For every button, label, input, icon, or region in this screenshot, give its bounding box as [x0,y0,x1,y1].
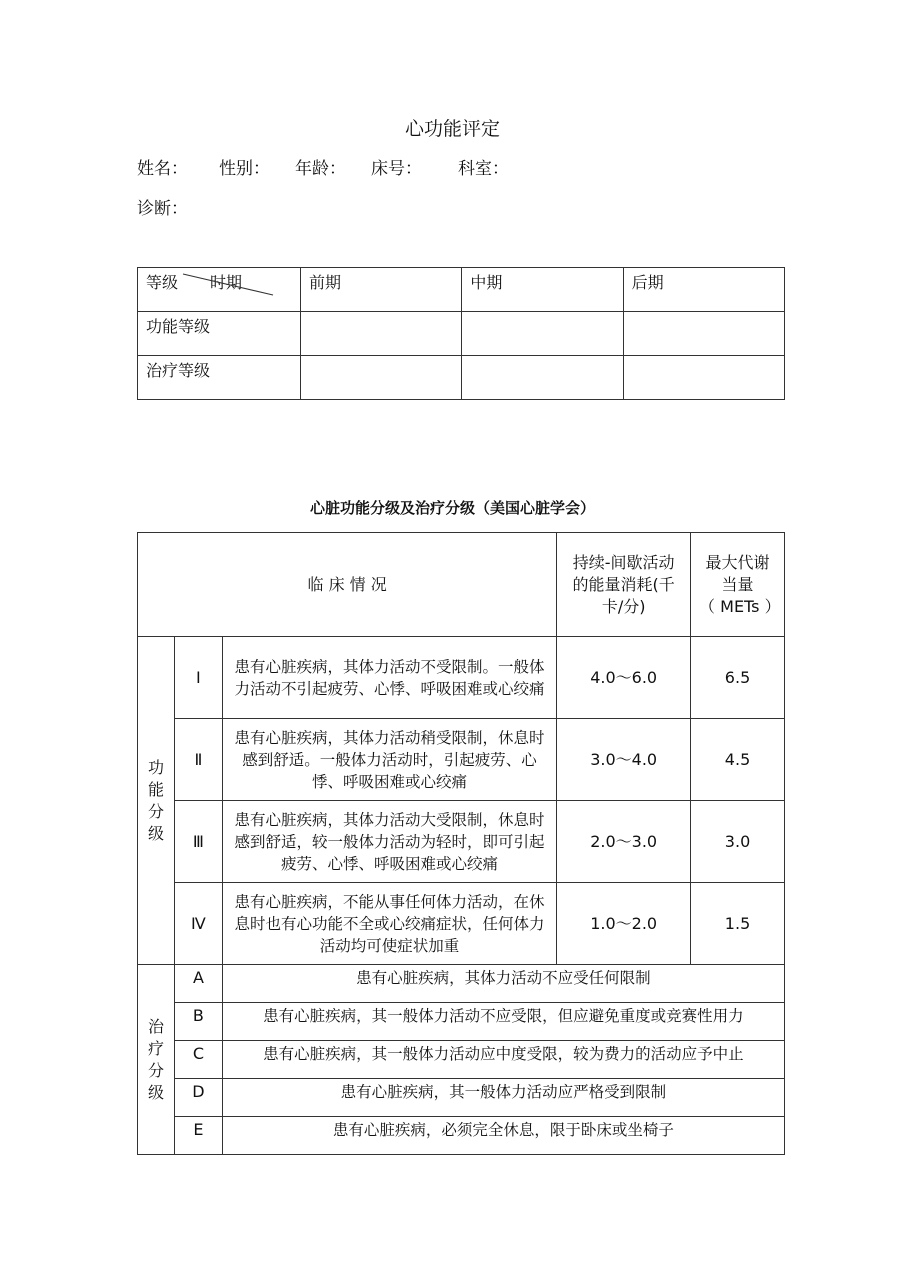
diagnosis-label: 诊断： [137,199,188,219]
functional-energy: 2.0～3.0 [557,801,691,883]
functional-mets: 3.0 [691,801,785,883]
functional-grade: Ⅳ [174,883,222,965]
functional-group-label [138,637,175,965]
treatment-description: 患有心脏疾病，其一般体力活动应中度受限，较为费力的活动应予中止 [222,1041,784,1079]
functional-grade: Ⅰ [174,637,222,719]
functional-middle-cell[interactable] [462,312,623,356]
col-header-middle: 中期 [462,268,623,312]
functional-grade: Ⅱ [174,719,222,801]
row-label-treatment: 治疗等级 [138,356,301,400]
treatment-row-b [138,1003,785,1041]
functional-grade: Ⅲ [174,801,222,883]
page-title: 心功能评定 [404,118,500,140]
treatment-group-text: 治 疗 分 级 [147,1016,164,1102]
functional-energy: 1.0～2.0 [557,883,691,965]
classification-header-row [138,533,785,637]
patient-info-row [137,154,837,178]
functional-energy: 3.0～4.0 [557,719,691,801]
col-header-late: 后期 [623,268,784,312]
corner-label-grade: 等级 [146,273,179,292]
functional-row-3 [138,801,785,883]
treatment-grade: A [174,965,222,1003]
header-mets-line1: 最大代谢当量 [705,552,770,594]
period-row-functional [138,312,785,356]
treatment-grade: B [174,1003,222,1041]
functional-description: 患有心脏疾病，其体力活动稍受限制，休息时感到舒适。一般体力活动时，引起疲劳、心悸、呼吸困难或心绞痛 [222,719,556,801]
treatment-group-label [138,965,175,1155]
functional-mets: 1.5 [691,883,785,965]
treatment-row-c [138,1041,785,1079]
treatment-late-cell[interactable] [623,356,784,400]
functional-description: 患有心脏疾病，其体力活动不受限制。一般体力活动不引起疲劳、心悸、呼吸困难或心绞痛 [222,637,556,719]
diagonal-line-icon [138,268,284,307]
classification-title: 心脏功能分级及治疗分级（美国心脏学会） [309,499,595,517]
treatment-description: 患有心脏疾病，其一般体力活动不应受限，但应避免重度或竞赛性用力 [222,1003,784,1041]
treatment-row-d [138,1079,785,1117]
period-header-row [138,268,785,312]
bed-label: 床号： [371,159,422,179]
functional-mets: 6.5 [691,637,785,719]
corner-label-period: 时期 [210,273,243,292]
functional-mets: 4.5 [691,719,785,801]
treatment-row-a [138,965,785,1003]
treatment-description: 患有心脏疾病，其体力活动不应受任何限制 [222,965,784,1003]
functional-energy: 4.0～6.0 [557,637,691,719]
treatment-grade: D [174,1079,222,1117]
treatment-middle-cell[interactable] [462,356,623,400]
functional-row-1 [138,637,785,719]
gender-label: 性别： [219,159,270,179]
period-row-treatment [138,356,785,400]
header-energy: 持续-间歇活动的能量消耗(千卡/分) [557,533,691,637]
age-label: 年龄： [295,159,346,179]
functional-late-cell[interactable] [623,312,784,356]
treatment-description: 患有心脏疾病，必须完全休息，限于卧床或坐椅子 [222,1117,784,1155]
period-table [137,267,785,400]
name-label: 姓名： [137,159,188,179]
treatment-early-cell[interactable] [301,356,462,400]
functional-row-2 [138,719,785,801]
functional-row-4 [138,883,785,965]
period-corner-cell [138,268,301,312]
functional-early-cell[interactable] [301,312,462,356]
header-mets [691,533,785,637]
classification-table [137,532,785,1155]
treatment-description: 患有心脏疾病，其一般体力活动应严格受到限制 [222,1079,784,1117]
department-label: 科室： [458,159,509,179]
header-mets-line2: （ METs ） [699,596,781,616]
treatment-grade: C [174,1041,222,1079]
col-header-early: 前期 [301,268,462,312]
treatment-row-e [138,1117,785,1155]
row-label-functional: 功能等级 [138,312,301,356]
functional-description: 患有心脏疾病，其体力活动大受限制，休息时感到舒适，较一般体力活动为轻时，即可引起疲劳、心悸、呼吸困难或心绞痛 [222,801,556,883]
header-clinical: 临 床 情 况 [138,533,557,637]
functional-group-text: 功 能 分 级 [147,757,164,843]
functional-description: 患有心脏疾病，不能从事任何体力活动，在休息时也有心功能不全或心绞痛症状，任何体力活动均可使症状加重 [222,883,556,965]
treatment-grade: E [174,1117,222,1155]
